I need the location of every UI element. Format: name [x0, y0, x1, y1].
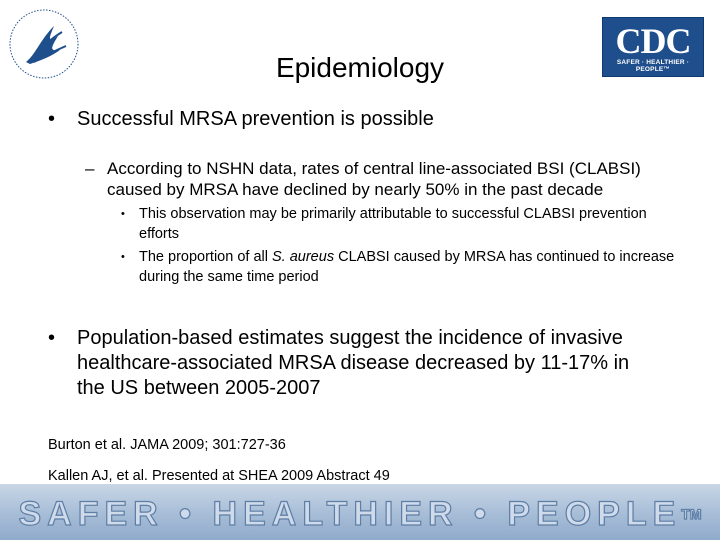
- bullet-dot-icon: •: [48, 108, 56, 130]
- dash-icon: –: [85, 159, 95, 178]
- footer-banner: [0, 484, 720, 540]
- reference-1: Burton et al. JAMA 2009; 301:727-36: [48, 437, 286, 453]
- bullet-2-text: Population-based estimates suggest the incidence of invasive healthcare-associated MRSA disease decreased by 11-17% in the US between 2005-2007: [77, 327, 630, 399]
- bullet-dot-icon: •: [48, 327, 56, 349]
- bullet-2: [48, 326, 658, 401]
- sub-bullet-1: [85, 158, 685, 200]
- bullet-1: [48, 107, 688, 132]
- reference-2: Kallen AJ, et al. Presented at SHEA 2009 Abstract 49: [48, 468, 390, 484]
- cdc-logo-tagline: SAFER · HEALTHIER · PEOPLE™: [616, 59, 690, 73]
- bullet-dot-icon: •: [121, 208, 125, 220]
- sub-sub-bullet-1: [121, 204, 681, 244]
- bullet-dot-icon: •: [121, 251, 125, 263]
- sub-sub-bullet-1-text: This observation may be primarily attributable to successful CLABSI prevention efforts: [139, 206, 647, 242]
- cdc-logo-text: CDC: [615, 21, 691, 61]
- sub-sub-bullet-2-text: The proportion of all S. aureus CLABSI caused by MRSA has continued to increase during the same time period: [139, 249, 675, 285]
- slide-title: Epidemiology: [275, 52, 445, 83]
- sub-sub-bullet-2: [121, 247, 681, 287]
- sub-bullet-1-text: According to NSHN data, rates of central line-associated BSI (CLABSI) caused by MRSA have declined by nearly 50% in the past decade: [107, 159, 641, 199]
- footer-banner-text: SAFER • HEALTHIER • PEOPLE™: [18, 495, 702, 533]
- bullet-1-text: Successful MRSA prevention is possible: [77, 108, 434, 130]
